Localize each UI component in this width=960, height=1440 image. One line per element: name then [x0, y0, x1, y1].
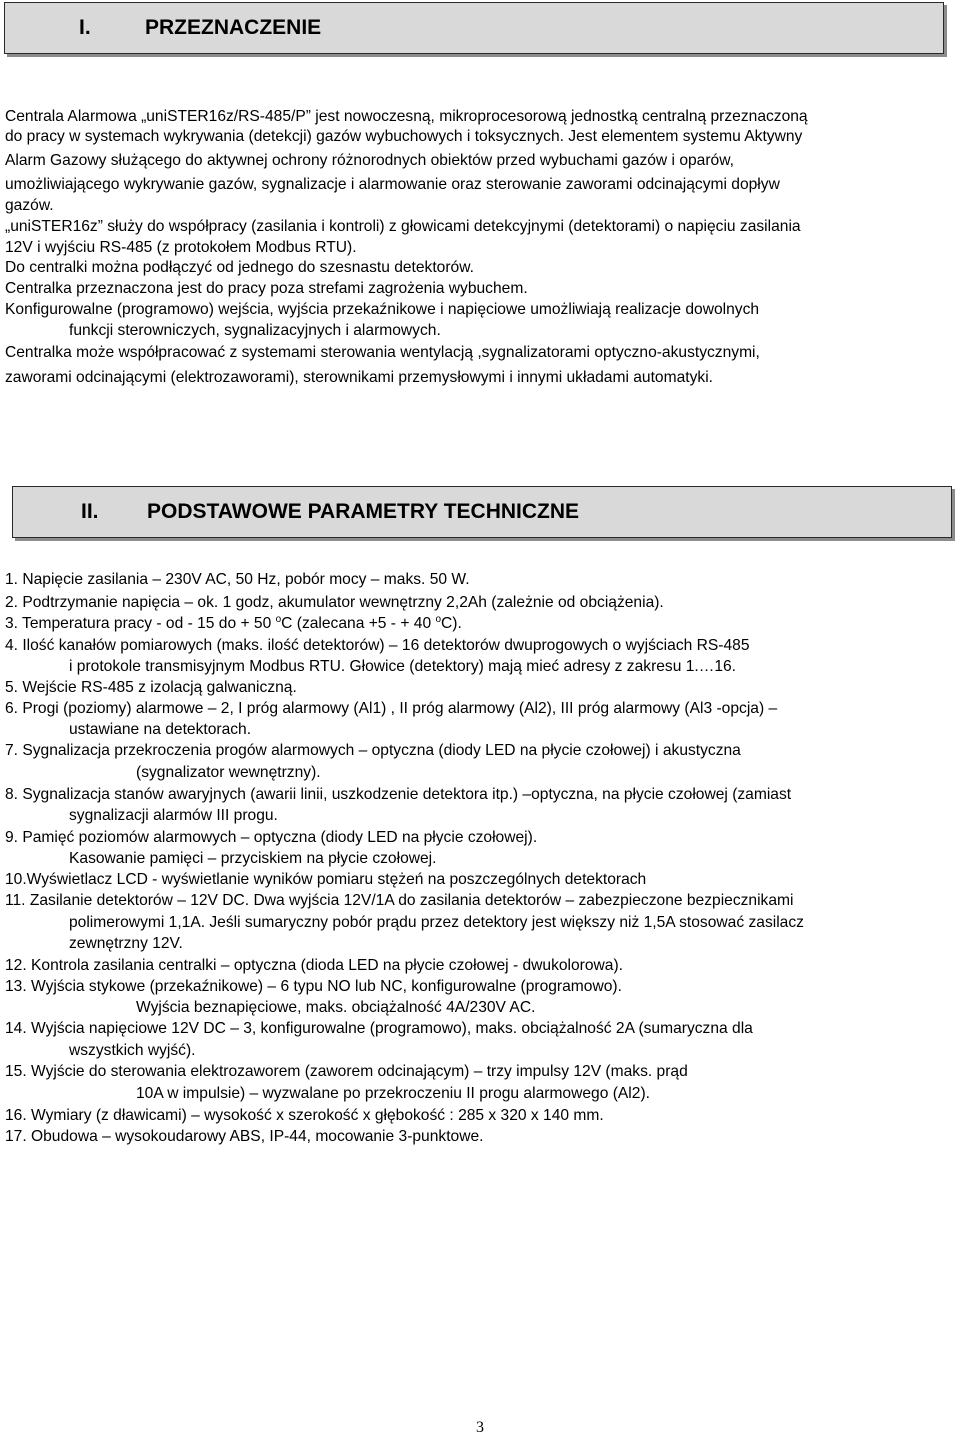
list-item: 2. Podtrzymanie napięcia – ok. 1 godz, akumulator wewnętrzny 2,2Ah (zależnie od obciążenia).: [5, 594, 664, 611]
list-item-continuation: wszystkich wyjść).: [69, 1042, 196, 1059]
paragraph-line: Alarm Gazowy służącego do aktywnej ochrony różnorodnych obiektów przed wybuchami gazów i oparów,: [5, 152, 734, 169]
list-item: 8. Sygnalizacja stanów awaryjnych (awarii linii, uszkodzenie detektora itp.) –optyczna, na płycie czołowej (zamiast: [5, 786, 792, 803]
list-item: 13. Wyjścia stykowe (przekaźnikowe) – 6 typu NO lub NC, konfigurowalne (programowo).: [5, 978, 622, 995]
list-item: 7. Sygnalizacja przekroczenia progów alarmowych – optyczna (diody LED na płycie czołowej) i akustyczna: [5, 742, 741, 759]
list-item-continuation: ustawiane na detektorach.: [69, 721, 252, 738]
list-item-continuation: Kasowanie pamięci – przyciskiem na płycie czołowej.: [69, 850, 437, 867]
paragraph-line: Centralka może współpracować z systemami sterowania wentylacją ,sygnalizatorami optyczno-akustycznymi,: [5, 344, 760, 361]
list-item-continuation: polimerowymi 1,1A. Jeśli sumaryczny pobór prądu przez detektory jest większy niż 1,5A stosować zasilacz: [69, 914, 804, 931]
list-item-continuation: zewnętrzny 12V.: [69, 935, 183, 952]
list-item-continuation: sygnalizacji alarmów III progu.: [69, 807, 278, 824]
list-item-continuation: 10A w impulsie) – wyzwalane po przekroczeniu II progu alarmowego (Al2).: [136, 1085, 650, 1102]
paragraph-line: Do centralki można podłączyć od jednego do szesnastu detektorów.: [5, 259, 474, 276]
paragraph-line: zaworami odcinającymi (elektrozaworami), sterownikami przemysłowymi i innymi układami automatyki.: [5, 369, 713, 386]
list-item: 9. Pamięć poziomów alarmowych – optyczna (diody LED na płycie czołowej).: [5, 829, 538, 846]
paragraph-line: do pracy w systemach wykrywania (detekcji) gazów wybuchowych i toksycznych. Jest elementem systemu Aktywny: [5, 128, 803, 145]
list-item: 5. Wejście RS-485 z izolacją galwaniczną.: [5, 679, 297, 696]
paragraph-line: funkcji sterowniczych, sygnalizacyjnych i alarmowych.: [69, 322, 441, 339]
list-item: 6. Progi (poziomy) alarmowe – 2, I próg alarmowy (Al1) , II próg alarmowy (Al2), III próg alarmowy (Al3 -opcja) –: [5, 700, 778, 717]
list-item: 4. Ilość kanałów pomiarowych (maks. ilość detektorów) – 16 detektorów dwuprogowych o wyjściach RS-485: [5, 637, 750, 654]
paragraph-line: Konfigurowalne (programowo) wejścia, wyjścia przekaźnikowe i napięciowe umożliwiają realizacje dowolnych: [5, 301, 760, 318]
section-heading-przeznaczenie: [4, 2, 944, 54]
list-item: 15. Wyjście do sterowania elektrozaworem (zaworem odcinającym) – trzy impulsy 12V (maks. prąd: [5, 1063, 688, 1080]
paragraph-line: gazów.: [5, 197, 54, 214]
paragraph-line: 12V i wyjściu RS-485 (z protokołem Modbus RTU).: [5, 239, 357, 256]
list-item: 10.Wyświetlacz LCD - wyświetlanie wyników pomiaru stężeń na poszczególnych detektorach: [5, 871, 647, 888]
list-item: 14. Wyjścia napięciowe 12V DC – 3, konfigurowalne (programowo), maks. obciążalność 2A (sumaryczna dla: [5, 1020, 753, 1037]
paragraph-line: Centralka przeznaczona jest do pracy poza strefami zagrożenia wybuchem.: [5, 280, 528, 297]
degree-mark: o: [435, 614, 442, 625]
page-number: 3: [476, 1419, 484, 1436]
list-item: 1. Napięcie zasilania – 230V AC, 50 Hz, pobór mocy – maks. 50 W.: [5, 571, 470, 588]
section-heading-parametry: [12, 486, 952, 538]
list-item-continuation: i protokole transmisyjnym Modbus RTU. Głowice (detektory) mają mieć adresy z zakresu 1.…16.: [69, 658, 737, 675]
section-title: PODSTAWOWE PARAMETRY TECHNICZNE: [147, 500, 580, 523]
section-number: II.: [81, 500, 99, 523]
list-item: 3. Temperatura pracy - od - 15 do + 50 $^o$C (zalecana +5 - + 40 $^o$C).: [5, 614, 462, 632]
list-item-continuation: Wyjścia beznapięciowe, maks. obciążalność 4A/230V AC.: [136, 999, 536, 1016]
list-item: 12. Kontrola zasilania centralki – optyczna (dioda LED na płycie czołowej - dwukolorowa).: [5, 957, 624, 974]
list-item-continuation: (sygnalizator wewnętrzny).: [136, 764, 321, 781]
list-item: 11. Zasilanie detektorów – 12V DC. Dwa wyjścia 12V/1A do zasilania detektorów – zabezpieczone bezpiecznikami: [5, 892, 794, 909]
list-item: 17. Obudowa – wysokoudarowy ABS, IP-44, mocowanie 3-punktowe.: [5, 1128, 484, 1145]
paragraph-line: umożliwiającego wykrywanie gazów, sygnalizacje i alarmowanie oraz sterowanie zaworami odcinającymi dopływ: [5, 176, 780, 193]
degree-mark: o: [275, 614, 282, 625]
paragraph-line: „uniSTER16z” służy do współpracy (zasilania i kontroli) z głowicami detekcyjnymi (detektorami) o napięciu zasilania: [5, 218, 801, 235]
section-title: PRZEZNACZENIE: [145, 16, 322, 39]
list-item: 16. Wymiary (z dławicami) – wysokość x szerokość x głębokość : 285 x 320 x 140 mm.: [5, 1107, 604, 1124]
paragraph-line: Centrala Alarmowa „uniSTER16z/RS-485/P” jest nowoczesną, mikroprocesorową jednostką centralną przeznaczoną: [5, 108, 808, 125]
section-number: I.: [79, 16, 91, 39]
